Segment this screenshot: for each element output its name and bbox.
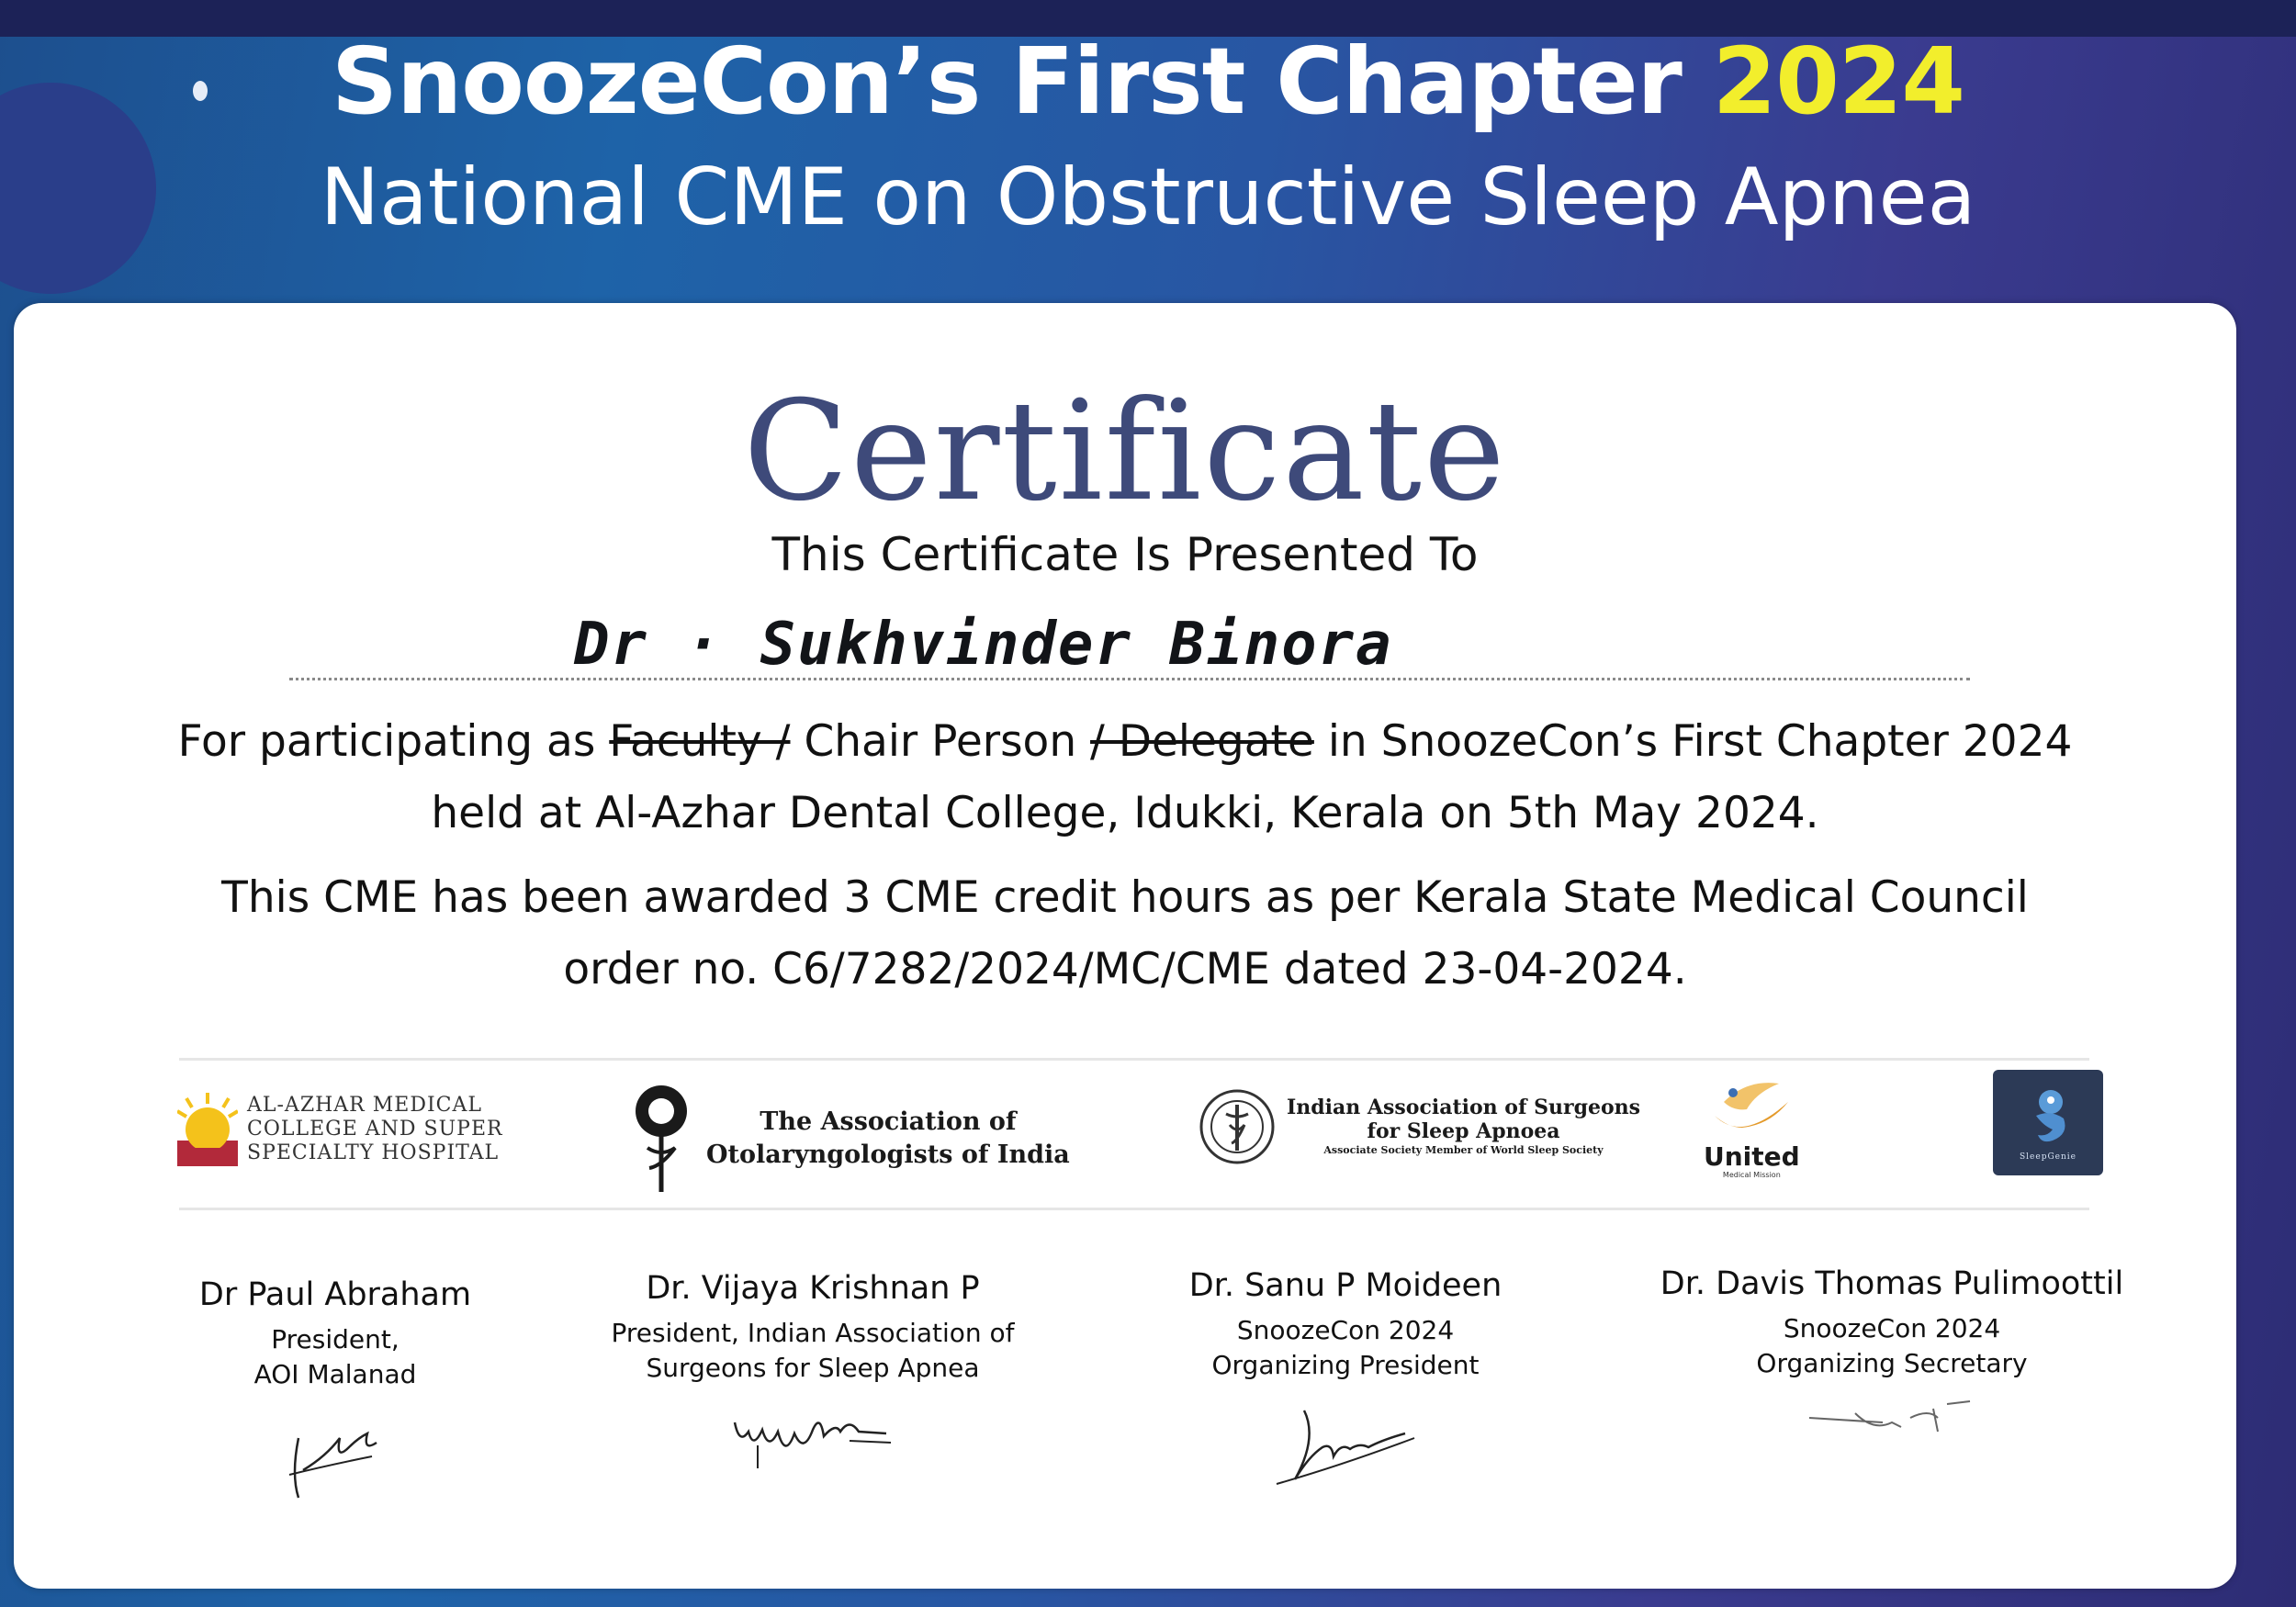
certificate-card [14,303,2236,1589]
signatory-4-name: Dr. Davis Thomas Pulimoottil [1660,1265,2124,1302]
cme-order-line: order no. C6/7282/2024/MC/CME dated 23-04-2024. [563,944,1687,995]
sleepgenie-logo [1993,1070,2103,1175]
signatory-2 [556,1270,1070,1478]
event-title-year: 2024 [1712,28,1965,135]
signatory-4-signature [1800,1390,1984,1455]
iass-caduceus-icon [1199,1088,1276,1165]
certificate-heading: Certificate [743,372,1507,532]
aoi-emblem-icon [629,1084,693,1194]
event-title [0,28,2296,135]
logos-bottom-divider [179,1208,2089,1210]
signatory-1 [78,1276,592,1502]
participation-line [14,716,2236,767]
signatory-2-name: Dr. Vijaya Krishnan P [646,1270,980,1307]
united-hands-icon [1705,1074,1797,1143]
iass-text-1: Indian Association of Surgeons [1287,1096,1641,1119]
aoi-text-1: The Association of [760,1107,1017,1136]
signatory-3 [1088,1267,1603,1493]
cme-credit-line: This CME has been awarded 3 CME credit hours as per Kerala State Medical Council [221,872,2029,923]
alazhar-text-2: COLLEGE AND SUPER [247,1118,503,1141]
participation-suffix: in SnoozeCon’s First Chapter 2024 [1313,716,2073,767]
recipient-name: Dr · Sukhvinder Binora [574,611,1393,679]
participation-prefix: For participating as [177,716,610,767]
alazhar-logo [177,1093,503,1166]
event-subtitle: National CME on Obstructive Sleep Apnea [320,152,1976,243]
iass-text-3: Associate Society Member of World Sleep Society [1323,1144,1604,1156]
signatory-3-name: Dr. Sanu P Moideen [1188,1267,1503,1304]
aoi-logo [629,1084,1070,1194]
venue-line: held at Al-Azhar Dental College, Idukki, Kerala on 5th May 2024. [431,788,1819,838]
alazhar-sun-icon [177,1093,238,1166]
logos-top-divider [179,1058,2089,1061]
signatory-3-role-1: SnoozeCon 2024 [1236,1315,1455,1345]
signatory-4 [1635,1265,2149,1455]
recipient-name-line [289,678,1970,680]
united-text: United [1704,1141,1800,1172]
alazhar-text-1: AL-AZHAR MEDICAL [247,1094,482,1117]
role-faculty-struck: Faculty / [609,716,791,767]
alazhar-text-3: SPECIALTY HOSPITAL [247,1141,500,1164]
signatory-3-signature [1267,1392,1424,1493]
signatory-1-role-1: President, [271,1324,400,1354]
sleepgenie-genie-icon [2016,1084,2080,1152]
iass-logo [1199,1088,1640,1165]
signatory-4-role-1: SnoozeCon 2024 [1783,1313,2001,1343]
signatory-1-role-2: AOI Malanad [253,1359,417,1389]
role-chair-person: Chair Person [790,716,1091,767]
event-title-main: SnoozeCon’s First Chapter [331,28,1682,135]
aoi-text-2: Otolaryngologists of India [706,1141,1070,1169]
signatory-2-role-1: President, Indian Association of [611,1318,1015,1348]
signatory-2-role-2: Surgeons for Sleep Apnea [646,1353,980,1383]
sleepgenie-text: SleepGenie [2020,1152,2077,1162]
signatory-2-signature [721,1395,905,1478]
united-logo [1704,1074,1800,1179]
signatory-1-name: Dr Paul Abraham [198,1276,472,1313]
signatory-1-signature [271,1401,400,1502]
role-delegate-struck: / Delegate [1090,716,1314,767]
signatory-3-role-2: Organizing President [1211,1350,1480,1380]
iass-text-2: for Sleep Apnoea [1367,1119,1560,1143]
signatory-4-role-2: Organizing Secretary [1756,1348,2028,1378]
united-subtext: Medical Mission [1722,1171,1781,1179]
presented-to-text: This Certificate Is Presented To [771,528,1479,581]
